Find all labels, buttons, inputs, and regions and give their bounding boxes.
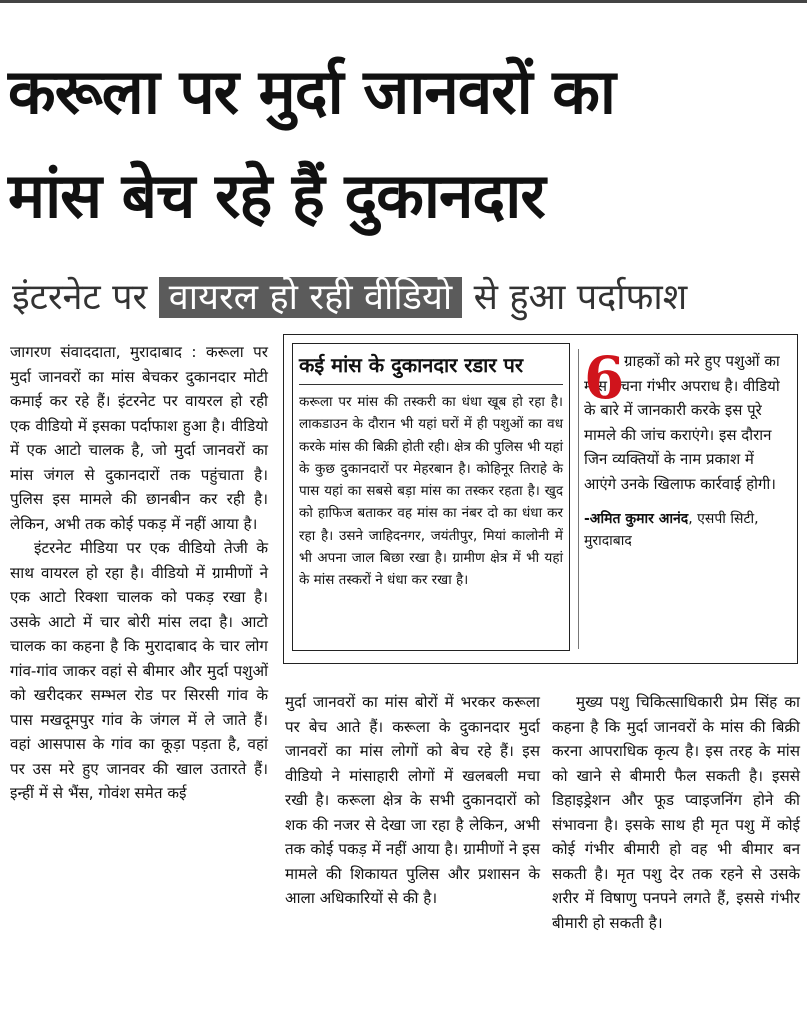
top-rule [0, 0, 807, 3]
article-column-1 [10, 340, 268, 806]
article-column-3 [552, 690, 800, 935]
headline-line-2: मांस बेच रहे हैं दुकानदार [8, 159, 545, 232]
article-column-3-text: मुख्य पशु चिकित्साधिकारी प्रेम सिंह का कहना है कि मुर्दा जानवरों के मांस की बिक्री करना आपराधिक कृत्य है। इस तरह के मांस को खाने से बीमारी फैल सकती है। इससे डिहाइड्रेशन और फूड प्वाइजनिंग होने की संभावना है। इसके साथ ही मृत पशु में कोई कोई गंभीर बीमारी हो वह भी बीमार बन सकती है। मृत पशु देर तक रहने से उसके शरीर में विषाणु पनपने लगते हैं, इससे गंभीर बीमारी हो सकती है। [552, 693, 800, 932]
article-column-2 [285, 690, 540, 911]
subhead-highlight: वायरल हो रही वीडियो [159, 277, 462, 318]
quote-mark-icon: 6 [584, 344, 625, 412]
sidebar-box [283, 334, 798, 664]
radar-box-title: कई मांस के दुकानदार रडार पर [299, 348, 563, 385]
radar-box-body: करूला पर मांस की तस्करी का धंधा खूब हो रहा है। लाकडाउन के दौरान भी यहां घरों में ही पशुओं का वध करके मांस की बिक्री होती रही। क्षेत्र की पुलिस भी यहां के कुछ दुकानदारों पर मेहरबान है। कोहिनूर तिराहे के पास यहां का सबसे बड़ा मांस का तस्कर रहता है। खुद को हाफिज बताकर वह मांस का नंबर दो का धंधा कर रहा है। उसने जाहिदनगर, जयंतीपुर, मियां कालोनी में भी अपना जाल बिछा रखा है। ग्रामीण क्षेत्र में भी यहां के मांस तस्करों ने धंधा कर रखा है। [299, 394, 563, 589]
quote-author [584, 508, 789, 552]
headline [8, 40, 798, 248]
quote-author-title: , एसपी सिटी, मुरादाबाद [584, 511, 759, 549]
quote-text: ग्राहकों को मरे हुए पशुओं का मांस बेचना गंभीर अपराध है। वीडियो के बारे में जानकारी करके इस पूरे मामले की जांच कराएंगे। इस दौरान जिन व्यक्तियों के नाम प्रकाश में आएंगे उनके खिलाफ कार्रवाई होगी। [584, 352, 780, 493]
article-paragraph-1: जागरण संवाददाता, मुरादाबाद : करूला पर मुर्दा जानवरों का मांस बेचकर दुकानदार मोटी कमाई कर रहे हैं। इंटरनेट पर वायरल हो रही एक वीडियो में इसका पर्दाफाश हुआ है। वीडियो में एक आटो चालक है, जो मुर्दा जानवरों का मांस जंगल से दुकानदारों तक पहुंचाता है। पुलिस इस मामले की छानबीन कर रही है। लेकिन, अभी तक कोई पकड़ में नहीं आया है। [10, 343, 268, 533]
official-quote [584, 344, 789, 552]
headline-line-1: करूला पर मुर्दा जानवरों का [8, 55, 615, 128]
subhead-before: इंटरनेट पर [12, 277, 159, 318]
quote-author-name: -अमित कुमार आनंद [584, 511, 689, 527]
radar-box [292, 343, 570, 651]
box-divider [578, 349, 579, 649]
subheadline [12, 268, 687, 328]
subhead-after: से हुआ पर्दाफाश [462, 277, 688, 318]
article-column-2-text: मुर्दा जानवरों का मांस बोरों में भरकर करूला पर बेच आते हैं। करूला के दुकानदार मुर्दा जानवरों का मांस लोगों को बेच रहे हैं। इस वीडियो ने मांसाहारी लोगों में खलबली मचा रखी है। करूला क्षेत्र के सभी दुकानदारों को शक की नजर से देखा जा रहा है लेकिन, अभी तक कोई पकड़ में नहीं आया है। ग्रामीणों ने इस मामले की शिकायत पुलिस और प्रशासन के आला अधिकारियों से की है। [285, 693, 540, 907]
article-paragraph-2: इंटरनेट मीडिया पर एक वीडियो तेजी के साथ वायरल हो रहा है। वीडियो में ग्रामीणों ने एक आटो रिक्शा चालक को पकड़ रखा है। उसके आटो में चार बोरी मांस लदा है। आटो चालक का कहना है कि मुरादाबाद के चार लोग गांव-गांव जाकर वहां से बीमार और मुर्दा पशुओं को खरीदकर सम्भल रोड पर सिरसी गांव के पास मखदूमपुर गांव के जंगल में ले जाते हैं। वहां आसपास के गांव का कूड़ा पड़ता है, वहां पर उस मरे हुए जानवर की खाल उतारते हैं। इन्हीं में से भैंस, गोवंश समेत कई [10, 539, 268, 802]
